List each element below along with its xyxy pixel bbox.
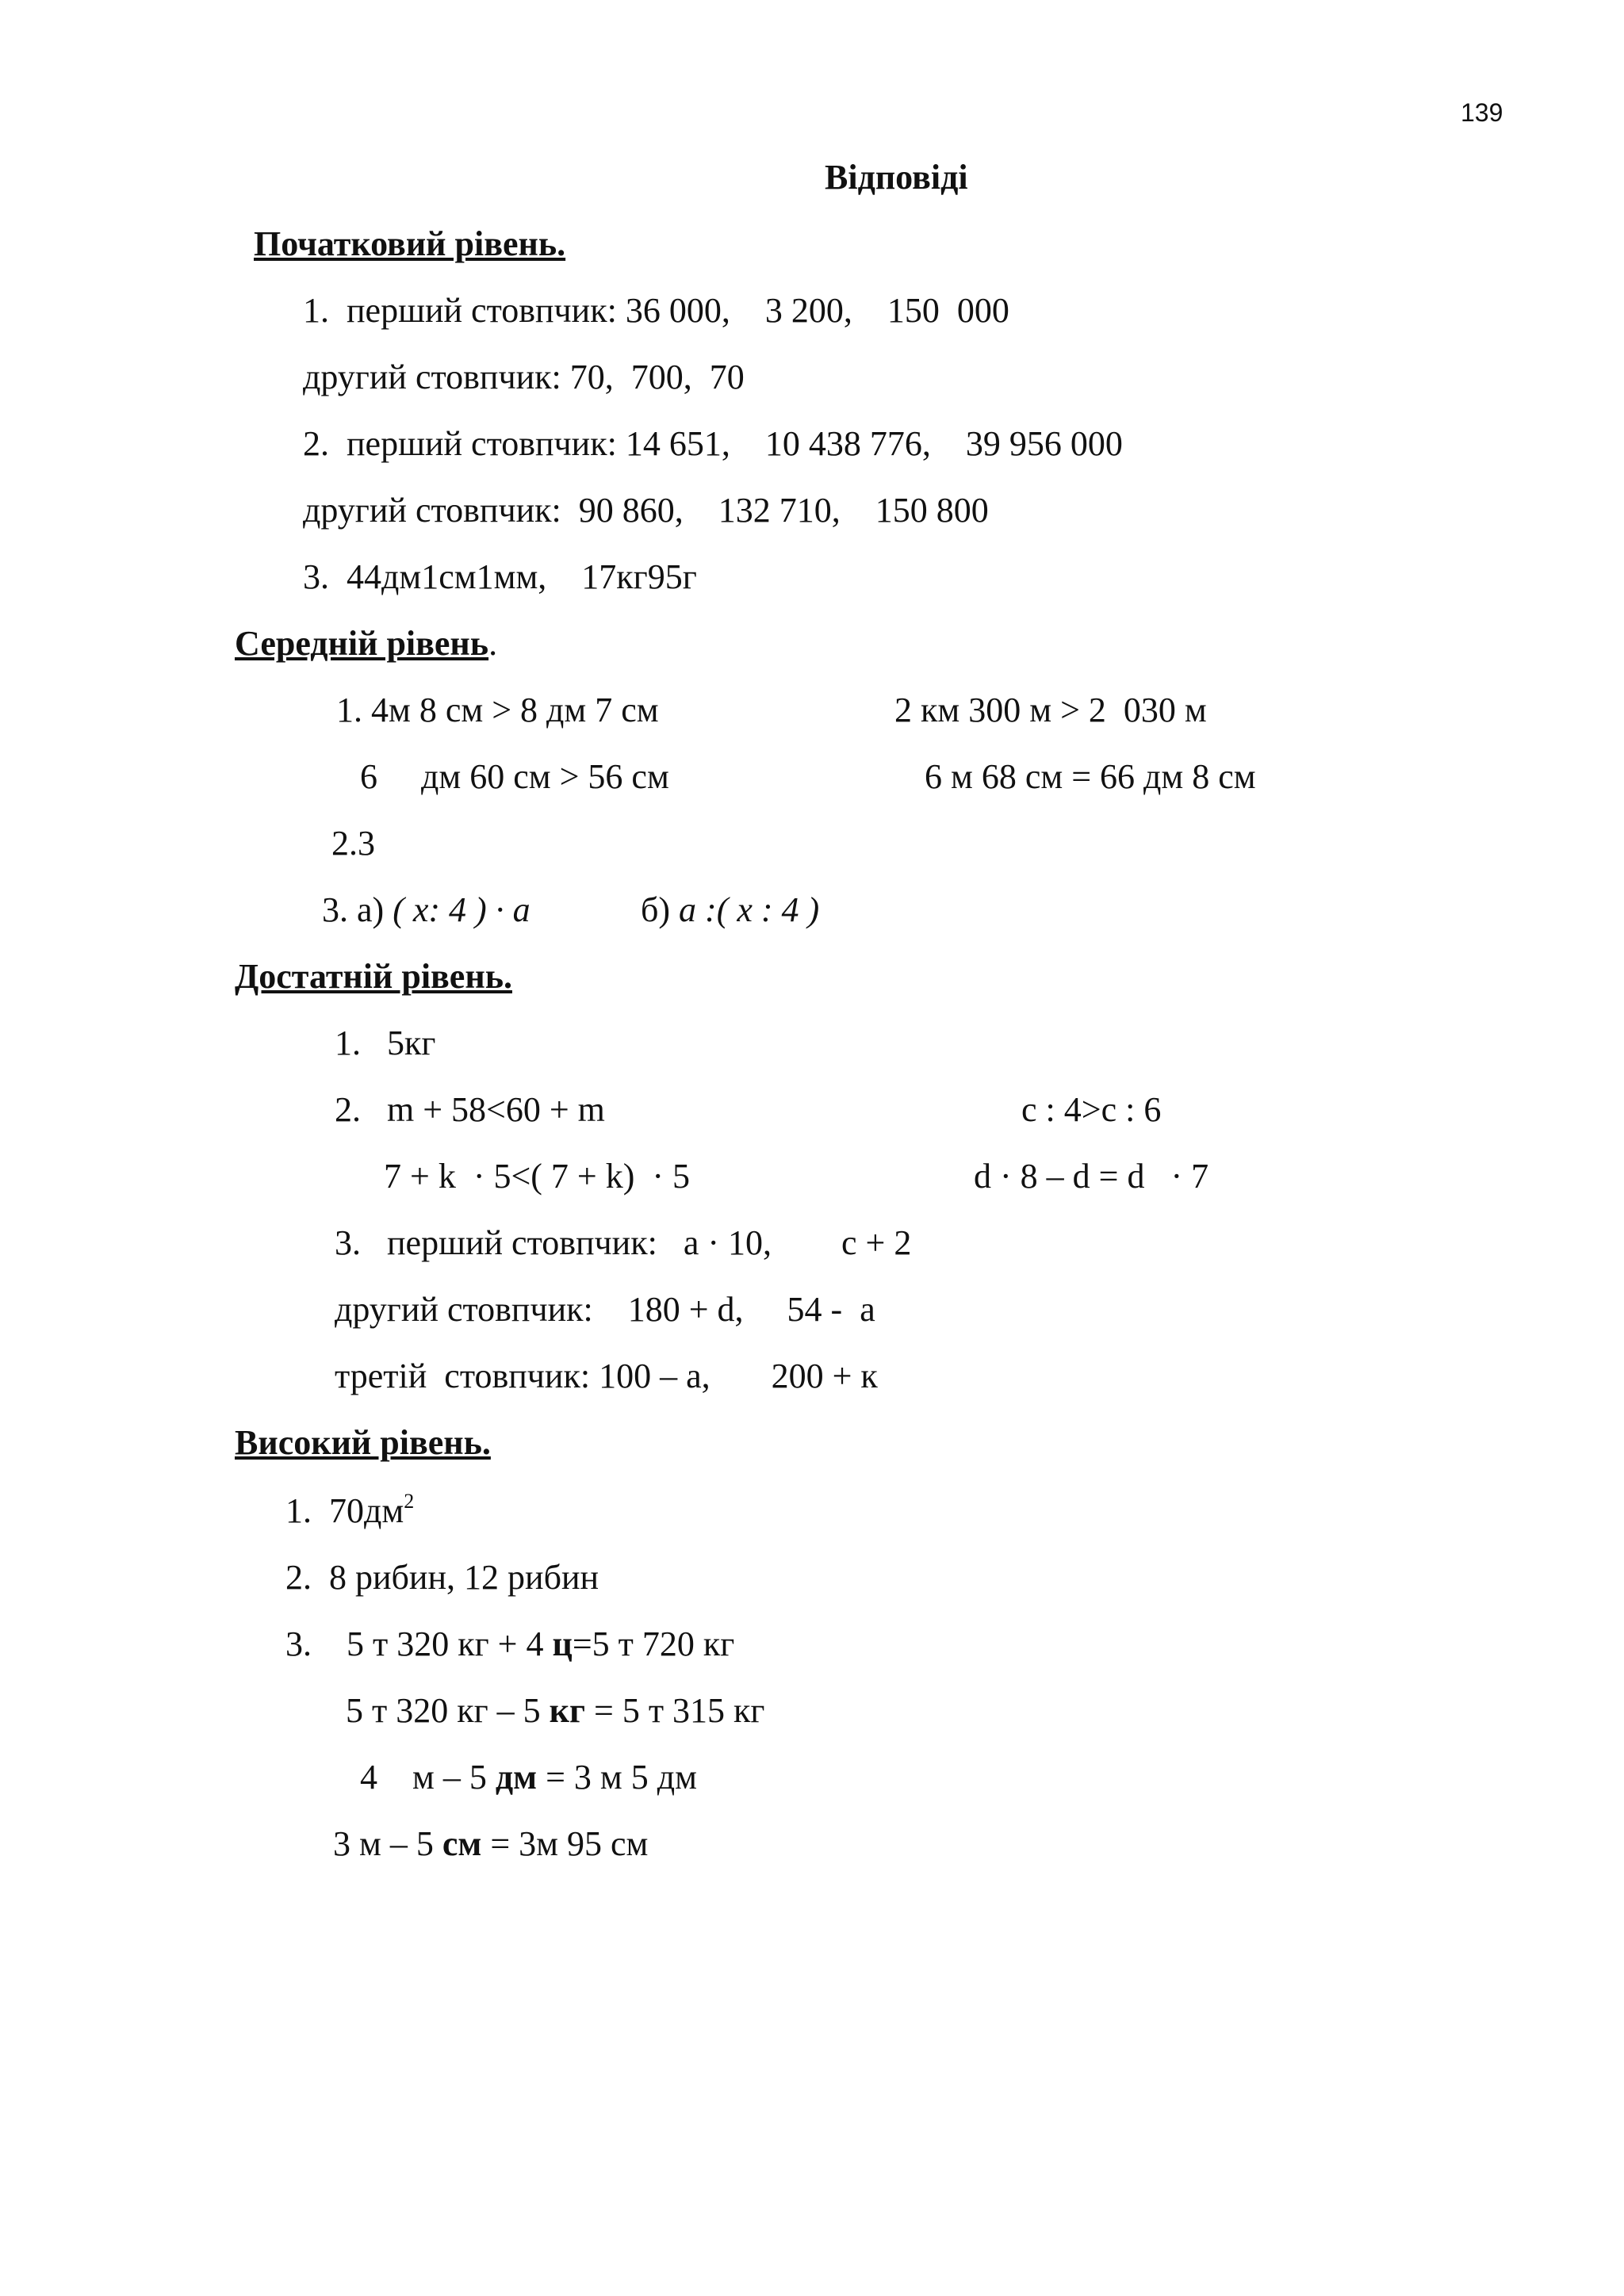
answer-line: 2 км 300 м > 2 030 м <box>894 691 1207 729</box>
conv-unit-bold: дм <box>495 1758 538 1797</box>
heading-high-level: Високий рівень. <box>235 1423 491 1462</box>
answer-line: 3. 44дм1см1мм, 17кг95г <box>303 557 697 596</box>
conv-unit-bold: см <box>442 1824 482 1863</box>
conv-unit-bold: ц <box>552 1624 573 1663</box>
answer-line-conversion <box>346 1693 764 1728</box>
answer-line: 6 дм 60 см > 56 см <box>360 757 669 796</box>
answer-line: d · 8 – d = d · 7 <box>974 1157 1209 1196</box>
conv-unit-bold: кг <box>549 1691 585 1730</box>
answer-line: 1. 4м 8 см > 8 дм 7 см <box>336 691 659 729</box>
heading-sufficient-level: Достатній рівень. <box>235 957 512 996</box>
conv-result: = 3 м 5 дм <box>537 1758 697 1797</box>
expr-a-prefix: 3. а) <box>322 890 393 929</box>
expr-b: а :( х : 4 ) <box>679 890 820 929</box>
heading-middle-text: Середній рівень <box>235 624 489 663</box>
conv-text: 5 т 320 кг – 5 <box>346 1691 550 1730</box>
conv-result: =5 т 720 кг <box>572 1624 735 1663</box>
answer-line: 2. 8 рибин, 12 рибин <box>285 1558 599 1597</box>
answer-line: другий стовпчик: 90 860, 132 710, 150 800 <box>303 491 989 530</box>
expr-a: ( х: 4 ) · а <box>393 890 530 929</box>
answer-line: 2. m + 58<60 + m <box>335 1090 605 1129</box>
heading-middle-level <box>235 626 497 661</box>
conv-text: 4 м – 5 <box>360 1758 496 1797</box>
answer-line: другий стовпчик: 180 + d, 54 - а <box>335 1290 875 1329</box>
answer-line: 6 м 68 см = 66 дм 8 см <box>925 757 1256 796</box>
expr-b-prefix: б) <box>641 890 680 929</box>
answer-line-conversion <box>333 1824 649 1863</box>
answer-line: 2. перший стовпчик: 14 651, 10 438 776, 39 956 000 <box>303 424 1123 463</box>
conv-text: 3. 5 т 320 кг + 4 <box>285 1624 553 1663</box>
page-number: 139 <box>1461 98 1503 127</box>
page-title: Відповіді <box>825 158 968 197</box>
answer-line: 3. перший стовпчик: а · 10, с + 2 <box>335 1223 912 1262</box>
heading-middle-period: . <box>488 624 498 663</box>
area-superscript: 2 <box>404 1490 415 1513</box>
answer-line: 1. 5кг <box>335 1024 436 1062</box>
answer-line-conversion <box>285 1624 735 1663</box>
conv-text: 3 м – 5 <box>333 1824 442 1863</box>
answer-line-expressions <box>322 890 530 929</box>
answer-line-conversion <box>360 1760 697 1795</box>
conv-result: = 5 т 315 кг <box>585 1691 765 1730</box>
conv-result: = 3м 95 см <box>481 1824 649 1863</box>
answer-line: другий стовпчик: 70, 700, 70 <box>303 358 745 396</box>
answer-line: 1. перший стовпчик: 36 000, 3 200, 150 000 <box>303 291 1009 330</box>
answer-line: c : 4>c : 6 <box>1021 1090 1162 1129</box>
answer-line: третій стовпчик: 100 – а, 200 + к <box>335 1357 878 1395</box>
answer-line-area <box>285 1490 415 1530</box>
answer-line-expressions <box>641 890 820 929</box>
heading-initial-level: Початковий рівень. <box>254 224 566 263</box>
area-value: 1. 70дм <box>285 1491 404 1530</box>
answer-line: 7 + k · 5<( 7 + k) · 5 <box>384 1157 691 1196</box>
answer-line: 2.3 <box>331 824 375 863</box>
